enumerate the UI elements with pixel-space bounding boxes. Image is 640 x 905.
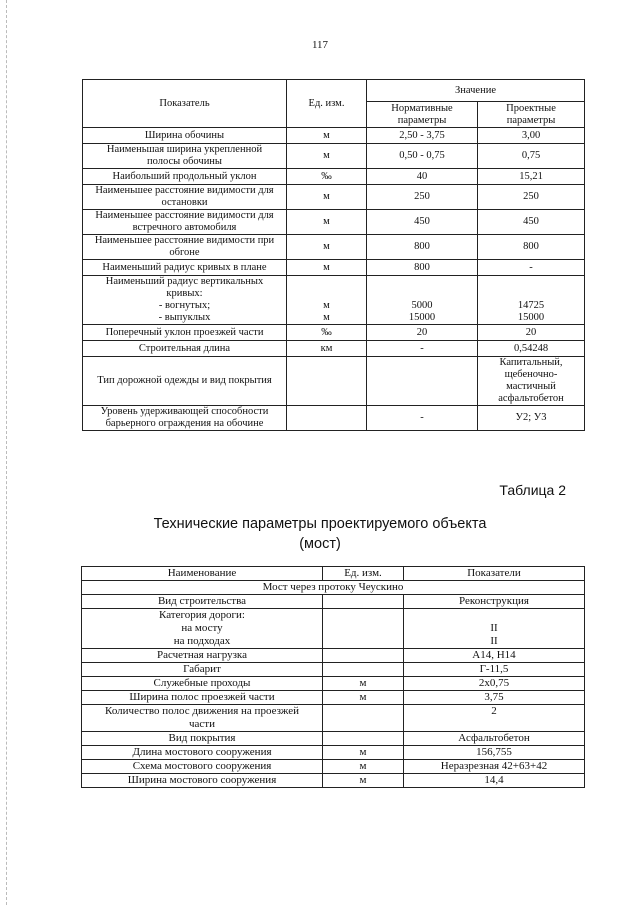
parameter-normative	[367, 357, 478, 406]
table-row	[83, 210, 585, 235]
bridge-param-unit-line: м	[359, 760, 367, 772]
bridge-param-name-line: Служебные проходы	[153, 677, 251, 689]
table-row	[82, 649, 585, 663]
parameter-normative	[367, 341, 478, 357]
bridge-param-unit	[323, 705, 404, 732]
bridge-param-unit	[323, 649, 404, 663]
bridge-param-unit-line	[325, 712, 401, 725]
bridge-param-value-line: 3,75	[484, 691, 504, 703]
bridge-param-value-line: Асфальтобетон	[458, 732, 530, 744]
parameter-name-line: - вогнутых;	[158, 300, 211, 311]
parameter-design	[478, 341, 585, 357]
parameter-design	[478, 144, 585, 169]
bridge-param-unit	[323, 760, 404, 774]
header-unit: Ед. изм.	[323, 567, 404, 581]
bridge-param-value-line: Реконструкция	[459, 595, 529, 607]
bridge-param-name-line: Длина мостового сооружения	[132, 746, 272, 758]
bridge-param-value-line: Г-11,5	[479, 663, 509, 675]
table-2-label: Таблица 2	[499, 482, 566, 498]
parameter-unit	[287, 144, 367, 169]
parameter-unit	[287, 260, 367, 276]
parameter-unit-line	[289, 276, 364, 288]
parameter-unit	[287, 341, 367, 357]
bridge-param-name-line: Расчетная нагрузка	[156, 649, 247, 661]
bridge-param-value-line	[406, 718, 582, 731]
parameter-normative	[367, 169, 478, 185]
table-row	[83, 341, 585, 357]
parameter-normative-line: 2,50 - 3,75	[399, 129, 445, 141]
road-parameters-table	[82, 79, 585, 431]
parameter-name	[83, 128, 287, 144]
parameter-name-line: обгоне	[169, 247, 200, 258]
bridge-param-unit-line: м	[359, 774, 367, 786]
parameter-unit	[287, 185, 367, 210]
parameter-design-line: 250	[523, 191, 539, 202]
parameter-normative-line: 0,50 - 0,75	[399, 150, 445, 161]
bridge-param-value	[404, 746, 585, 760]
bridge-param-value	[404, 663, 585, 677]
bridge-param-name-line: на подходах	[173, 635, 231, 647]
bridge-param-unit-line	[325, 595, 401, 608]
bridge-param-unit-line	[325, 649, 401, 662]
bridge-param-name-line: Габарит	[183, 663, 221, 675]
bridge-param-unit	[323, 663, 404, 677]
bridge-param-unit-line	[325, 663, 401, 676]
parameter-design-line	[480, 288, 582, 300]
bridge-param-value-line: 2х0,75	[478, 677, 510, 689]
parameter-unit-line: м	[323, 216, 330, 227]
parameter-design-line: 0,54248	[513, 342, 549, 354]
parameter-name-line: Поперечный уклон проезжей части	[105, 326, 264, 338]
parameter-name-line: барьерного ограждения на обочине	[105, 418, 264, 429]
parameter-normative-line: 800	[414, 241, 430, 252]
table-2-title-line-2: (мост)	[299, 536, 341, 552]
parameter-unit	[287, 325, 367, 341]
bridge-param-value-line: II	[490, 622, 498, 634]
bridge-param-unit-line	[325, 622, 401, 635]
parameter-unit-line: м	[323, 300, 330, 311]
parameter-normative-line	[369, 288, 475, 300]
parameter-design-line: 3,00	[521, 129, 541, 141]
parameter-design-line: мастичный	[506, 381, 556, 392]
parameter-name-line: встречного автомобиля	[132, 222, 237, 233]
parameter-design	[478, 260, 585, 276]
table-row	[83, 144, 585, 169]
parameter-unit-line: ‰	[321, 170, 332, 182]
parameter-design-line: -	[529, 261, 533, 273]
parameter-normative	[367, 276, 478, 325]
parameter-design	[478, 357, 585, 406]
bridge-param-name-line: Ширина полос проезжей части	[129, 691, 275, 703]
bridge-param-name-line: Количество полос движения на проезжей	[105, 705, 299, 717]
table-row	[83, 128, 585, 144]
table-row	[82, 677, 585, 691]
table-2-title-line-1: Технические параметры проектируемого объекта	[153, 516, 487, 532]
bridge-parameters-table	[81, 566, 585, 788]
parameter-design-line	[480, 276, 582, 288]
parameter-name	[83, 325, 287, 341]
header-value: Значение	[367, 80, 585, 102]
parameter-normative-line: 450	[414, 216, 430, 227]
parameter-normative-line: 40	[416, 170, 428, 182]
parameter-name-line: Наибольший продольный уклон	[112, 170, 257, 182]
parameter-normative	[367, 406, 478, 431]
bridge-param-value-line: А14, Н14	[472, 649, 516, 661]
table-row	[83, 276, 585, 325]
parameter-unit-line: м	[323, 191, 330, 202]
bridge-param-name	[82, 691, 323, 705]
parameter-name-line: остановки	[161, 197, 208, 208]
parameter-name	[83, 235, 287, 260]
parameter-unit-line: м	[323, 261, 330, 273]
parameter-name-line: Наименьший радиус кривых в плане	[102, 261, 267, 273]
bridge-param-value	[404, 677, 585, 691]
table-row	[82, 760, 585, 774]
parameter-design-line: 800	[523, 241, 539, 252]
parameter-unit-line: м	[323, 150, 330, 161]
parameter-design-line: 0,75	[521, 150, 541, 161]
bridge-param-value	[404, 760, 585, 774]
bridge-param-name-line: Ширина мостового сооружения	[127, 774, 277, 786]
bridge-param-name	[82, 595, 323, 609]
parameter-unit	[287, 210, 367, 235]
parameter-unit-line: м	[323, 312, 330, 323]
parameter-normative-line: 250	[414, 191, 430, 202]
parameter-name	[83, 276, 287, 325]
bridge-param-unit-line: м	[359, 746, 367, 758]
parameter-unit-line	[289, 412, 364, 424]
table-row	[83, 235, 585, 260]
parameter-name-line: Наименьшее расстояние видимости для	[95, 185, 274, 196]
parameter-normative-line: 5000	[411, 300, 433, 311]
page-number: 117	[311, 39, 329, 51]
bridge-param-value	[404, 705, 585, 732]
bridge-param-unit	[323, 732, 404, 746]
bridge-param-value-line: 14,4	[484, 774, 504, 786]
parameter-design	[478, 210, 585, 235]
parameter-design-line: 15,21	[519, 170, 543, 182]
parameter-normative-line: 800	[414, 261, 430, 273]
table-row	[82, 663, 585, 677]
bridge-param-value	[404, 609, 585, 649]
parameter-unit-line: м	[323, 241, 330, 252]
parameter-design	[478, 276, 585, 325]
bridge-param-unit-line	[325, 609, 401, 622]
parameter-normative	[367, 325, 478, 341]
parameter-normative-line: 15000	[408, 312, 436, 323]
bridge-param-name-line: на мосту	[181, 622, 223, 634]
parameter-unit	[287, 235, 367, 260]
parameter-normative	[367, 144, 478, 169]
parameter-name-line: Уровень удерживающей способности	[100, 406, 269, 417]
bridge-param-unit-line	[325, 635, 401, 648]
parameter-design	[478, 406, 585, 431]
parameter-unit-line: ‰	[321, 326, 332, 338]
parameter-name-line: - выпуклых	[158, 312, 211, 323]
bridge-param-unit	[323, 609, 404, 649]
bridge-param-name-line: части	[189, 718, 215, 730]
parameter-unit-line	[289, 375, 364, 387]
header-design: Проектные параметры	[478, 102, 585, 128]
bridge-param-name	[82, 663, 323, 677]
table-row	[82, 732, 585, 746]
parameter-design	[478, 325, 585, 341]
parameter-name	[83, 169, 287, 185]
bridge-param-unit	[323, 595, 404, 609]
bridge-param-value-line: II	[490, 635, 498, 647]
parameter-design-line: 20	[525, 326, 537, 338]
parameter-unit	[287, 357, 367, 406]
parameter-design	[478, 128, 585, 144]
parameter-design	[478, 169, 585, 185]
parameter-unit	[287, 169, 367, 185]
parameter-normative	[367, 210, 478, 235]
parameter-normative-line: -	[420, 342, 424, 354]
parameter-name-line: Наименьшее расстояние видимости при	[94, 235, 275, 246]
parameter-design	[478, 185, 585, 210]
parameter-normative	[367, 235, 478, 260]
header-value: Показатели	[404, 567, 585, 581]
parameter-name-line: Ширина обочины	[144, 129, 225, 141]
parameter-name-line: кривых:	[166, 288, 203, 299]
parameter-name	[83, 357, 287, 406]
header-name: Наименование	[82, 567, 323, 581]
bridge-param-unit	[323, 746, 404, 760]
table-row	[82, 595, 585, 609]
table-row	[83, 260, 585, 276]
table-row	[82, 705, 585, 732]
parameter-name	[83, 185, 287, 210]
bridge-param-name	[82, 609, 323, 649]
parameter-unit	[287, 406, 367, 431]
parameter-design-line: Капитальный,	[499, 357, 563, 368]
bridge-param-value-line: 156,755	[476, 746, 512, 758]
table-row	[82, 774, 585, 788]
parameter-design-line: У2; У3	[515, 412, 547, 423]
table-row	[82, 746, 585, 760]
parameter-design-line: асфальтобетон	[498, 393, 564, 404]
parameter-name-line: Наименьшее расстояние видимости для	[95, 210, 274, 221]
bridge-param-name	[82, 649, 323, 663]
parameter-name-line: Строительная длина	[138, 342, 231, 354]
bridge-param-value	[404, 691, 585, 705]
bridge-param-value-line: 2	[491, 705, 497, 717]
table-row	[83, 185, 585, 210]
bridge-param-name	[82, 774, 323, 788]
bridge-param-unit	[323, 691, 404, 705]
bridge-param-value	[404, 595, 585, 609]
parameter-normative	[367, 128, 478, 144]
table-row	[82, 609, 585, 649]
bridge-param-name	[82, 705, 323, 732]
bridge-param-value	[404, 649, 585, 663]
table-row	[83, 169, 585, 185]
table-row	[82, 691, 585, 705]
parameter-name	[83, 406, 287, 431]
parameter-normative	[367, 185, 478, 210]
bridge-param-value	[404, 774, 585, 788]
bridge-param-unit-line	[325, 732, 401, 745]
parameter-normative-line: 20	[416, 326, 428, 338]
bridge-param-name	[82, 746, 323, 760]
parameter-unit-line: м	[323, 129, 330, 141]
bridge-param-unit	[323, 774, 404, 788]
bridge-param-unit	[323, 677, 404, 691]
parameter-design-line: щебеночно-	[504, 369, 558, 380]
parameter-name-line: полосы обочины	[147, 156, 222, 167]
section-title: Мост через протоку Чеускино	[82, 581, 585, 595]
parameter-name-line: Наименьший радиус вертикальных	[105, 276, 264, 287]
parameter-name-line: Наименьшая ширина укрепленной	[106, 144, 263, 155]
parameter-name	[83, 341, 287, 357]
parameter-normative-line: -	[420, 412, 424, 423]
parameter-unit-line	[289, 288, 364, 300]
parameter-design-line: 450	[523, 216, 539, 227]
bridge-param-name	[82, 760, 323, 774]
bridge-param-name-line: Схема мостового сооружения	[132, 760, 272, 772]
bridge-param-unit-line: м	[359, 691, 367, 703]
parameter-name	[83, 210, 287, 235]
table-row	[83, 325, 585, 341]
parameter-normative-line	[369, 375, 475, 387]
bridge-param-name-line: Категория дороги:	[159, 609, 245, 621]
header-unit: Ед. изм.	[287, 80, 367, 128]
table-row	[83, 406, 585, 431]
parameter-unit-line: км	[320, 342, 333, 354]
header-indicator: Показатель	[83, 80, 287, 128]
parameter-normative	[367, 260, 478, 276]
bridge-param-name	[82, 677, 323, 691]
header-normative: Нормативные параметры	[367, 102, 478, 128]
table-row	[83, 357, 585, 406]
page-edge-line	[6, 0, 7, 905]
bridge-param-unit-line: м	[359, 677, 367, 689]
parameter-design-line: 14725	[517, 300, 545, 311]
parameter-name	[83, 144, 287, 169]
parameter-unit	[287, 128, 367, 144]
bridge-param-value	[404, 732, 585, 746]
parameter-name-line: Тип дорожной одежды и вид покрытия	[97, 375, 272, 386]
parameter-normative-line	[369, 276, 475, 288]
parameter-design	[478, 235, 585, 260]
parameter-name	[83, 260, 287, 276]
parameter-unit	[287, 276, 367, 325]
bridge-param-name-line: Вид строительства	[157, 595, 247, 607]
bridge-param-value-line: Неразрезная 42+63+42	[440, 760, 548, 772]
parameter-design-line: 15000	[517, 312, 545, 323]
bridge-param-value-line	[406, 609, 582, 622]
bridge-param-name-line: Вид покрытия	[168, 732, 236, 744]
bridge-param-name	[82, 732, 323, 746]
